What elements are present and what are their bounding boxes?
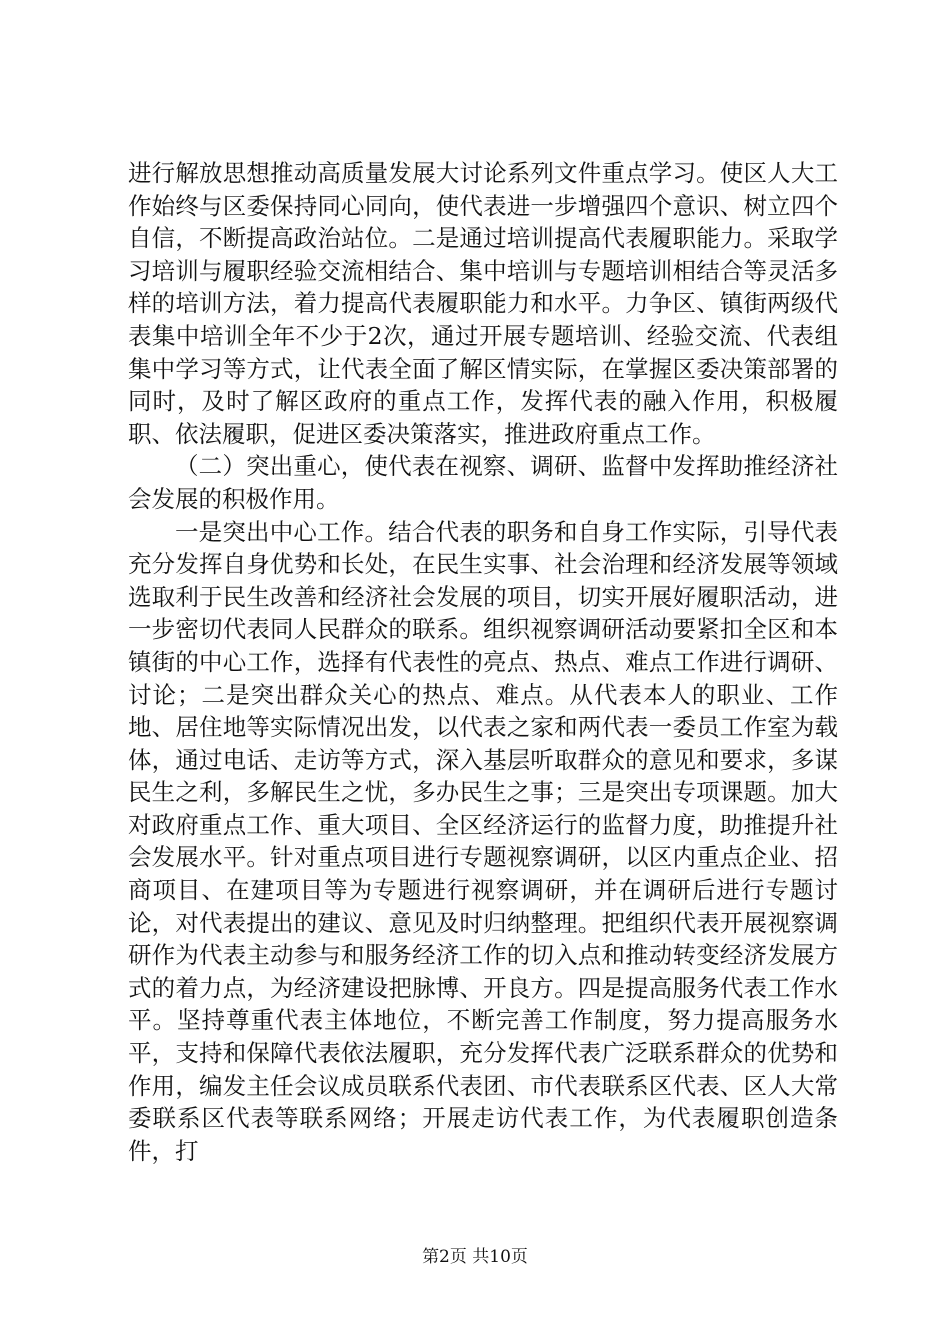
page-number: 第2页 共10页 [422, 1247, 528, 1267]
paragraph-2-section-heading: （二）突出重心，使代表在视察、调研、监督中发挥助推经济社会发展的积极作用。 [128, 452, 838, 513]
page-footer [0, 1246, 950, 1268]
paragraph-3: 一是突出中心工作。结合代表的职务和自身工作实际，引导代表充分发挥自身优势和长处，在民生实事、社会治理和经济发展等领域选取利于民生改善和经济社会发展的项目，切实开展好履职活动，进一步密切代表同人民群众的联系。组织视察调研活动要紧扣全区和本镇街的中心工作，选择有代表性的亮点、热点、难点工作进行调研、讨论；二是突出群众关心的热点、难点。从代表本人的职业、工作地、居住地等实际情况出发，以代表之家和两代表一委员工作室为载体，通过电话、走访等方式，深入基层听取群众的意见和要求，多谋民生之利，多解民生之忧，多办民生之事；三是突出专项课题。加大对政府重点工作、重大项目、全区经济运行的监督力度，助推提升社会发展水平。针对重点项目进行专题视察调研，以区内重点企业、招商项目、在建项目等为专题进行视察调研，并在调研后进行专题讨论，对代表提出的建议、意见及时归纳整理。把组织代表开展视察调研作为代表主动参与和服务经济工作的切入点和推动转变经济发展方式的着力点，为经济建设把脉博、开良方。四是提高服务代表工作水平。坚持尊重代表主体地位，不断完善工作制度，努力提高服务水平，支持和保障代表依法履职，充分发挥代表广泛联系群众的优势和作用，编发主任会议成员联系代表团、市代表联系区代表、区人大常委联系区代表等联系网络；开展走访代表工作，为代表履职创造条件，打 [128, 517, 838, 1165]
document-body [128, 157, 838, 1167]
paragraph-1: 进行解放思想推动高质量发展大讨论系列文件重点学习。使区人大工作始终与区委保持同心同向，使代表进一步增强四个意识、树立四个自信，不断提高政治站位。二是通过培训提高代表履职能力。采取学习培训与履职经验交流相结合、集中培训与专题培训相结合等灵活多样的培训方法，着力提高代表履职能力和水平。力争区、镇街两级代表集中培训全年不少于2次，通过开展专题培训、经验交流、代表组集中学习等方式，让代表全面了解区情实际，在掌握区委决策部署的同时，及时了解区政府的重点工作，发挥代表的融入作用，积极履职、依法履职，促进区委决策落实，推进政府重点工作。 [128, 159, 838, 448]
